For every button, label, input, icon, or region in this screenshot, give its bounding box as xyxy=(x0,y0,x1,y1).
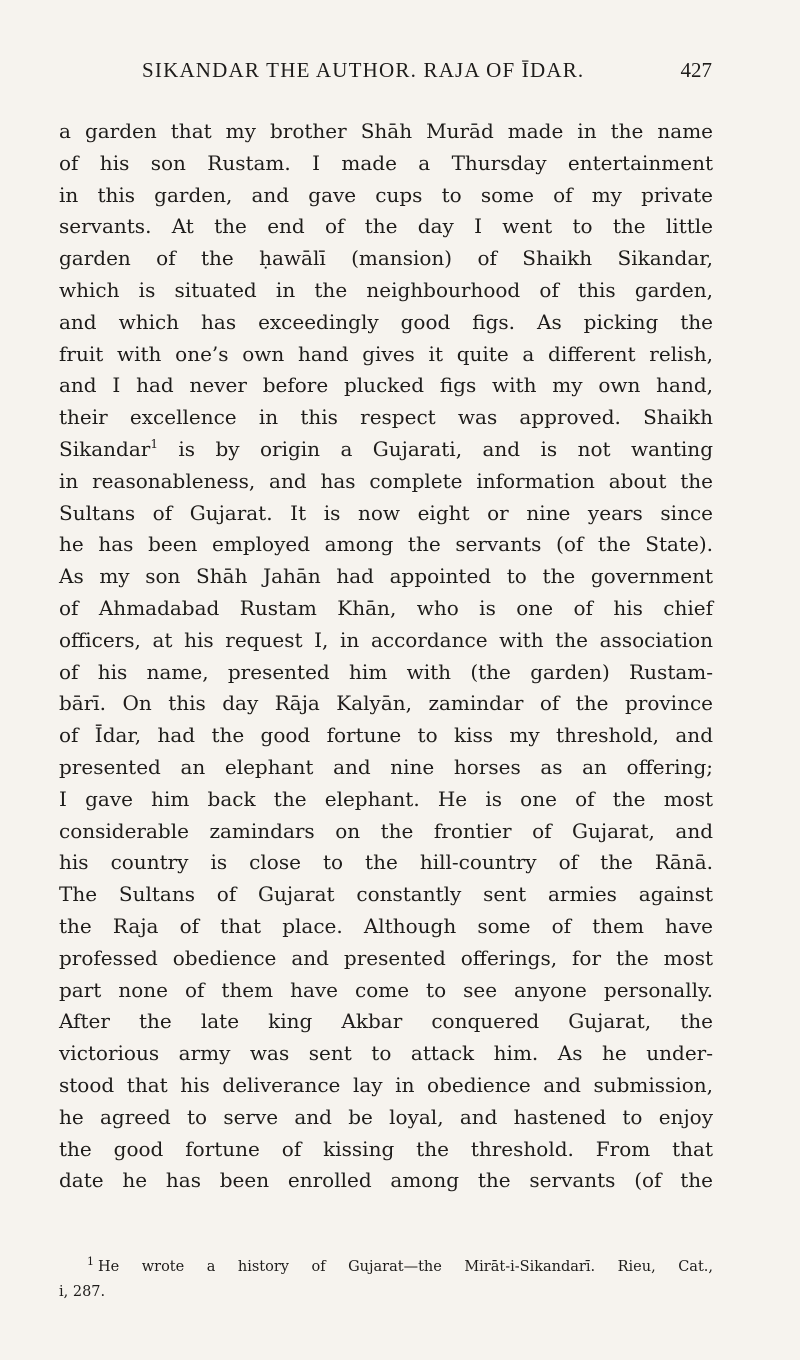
footnote xyxy=(59,1255,713,1305)
text-line: presented an elephant and nine horses as an offering; xyxy=(59,754,713,779)
text-line: considerable zamindars on the frontier of Gujarat, and xyxy=(59,818,713,843)
footnote-number: 1 xyxy=(87,1255,94,1268)
text-line: After the late king Akbar conquered Gujarat, the xyxy=(59,1009,713,1034)
text-line: stood that his deliverance lay in obedience and submission, xyxy=(59,1072,713,1097)
text-line: of his name, presented him with (the garden) Rustam- xyxy=(59,659,713,684)
footnote-marker: 1 xyxy=(150,436,158,451)
text-line: servants. At the end of the day I went to the little xyxy=(59,214,713,239)
text-line: of Ahmadabad Rustam Khān, who is one of his chief xyxy=(59,595,713,620)
text-line: which is situated in the neighbourhood of this garden, xyxy=(59,277,713,302)
text-line: in reasonableness, and has complete information about the xyxy=(59,468,713,493)
footnote-line: i, 287. xyxy=(59,1284,106,1300)
footnote-text: He wrote a history of Gujarat—the Mirāt-i-Sikandarī. Rieu, Cat., xyxy=(98,1259,713,1275)
page-number: 427 xyxy=(680,58,712,82)
text-line: bārī. On this day Rāja Kalyān, zamindar of the province xyxy=(59,691,713,716)
text-line: victorious army was sent to attack him. As he under- xyxy=(59,1041,713,1066)
text-line: in this garden, and gave cups to some of my private xyxy=(59,182,713,207)
body-text xyxy=(59,116,713,1197)
text-line-rest: is by origin a Gujarati, and is not wanting xyxy=(157,436,713,461)
text-line: Sultans of Gujarat. It is now eight or nine years since xyxy=(59,500,713,525)
text-line: of Īdar, had the good fortune to kiss my threshold, and xyxy=(59,723,713,748)
running-head xyxy=(142,58,712,88)
text-line-with-footnote xyxy=(59,434,713,466)
text-line: professed obedience and presented offerings, for the most xyxy=(59,945,713,970)
text-line: and I had never before plucked figs with my own hand, xyxy=(59,373,713,398)
running-head-title: SIKANDAR THE AUTHOR. RAJA OF ĪDAR. xyxy=(142,58,585,82)
text-line: and which has exceedingly good figs. As picking the xyxy=(59,309,713,334)
text-line-start: Sikandar xyxy=(59,436,151,461)
text-line: I gave him back the elephant. He is one of the most xyxy=(59,786,713,811)
text-line: the Raja of that place. Although some of them have xyxy=(59,913,713,938)
text-line: As my son Shāh Jahān had appointed to the government xyxy=(59,564,713,589)
text-line: fruit with one’s own hand gives it quite a different relish, xyxy=(59,341,713,366)
text-line: he agreed to serve and be loyal, and hastened to enjoy xyxy=(59,1104,713,1129)
text-line: date he has been enrolled among the servants (of the xyxy=(59,1168,713,1193)
text-line: the good fortune of kissing the threshold. From that xyxy=(59,1136,713,1161)
footnote-line xyxy=(59,1255,713,1280)
text-line: of his son Rustam. I made a Thursday entertainment xyxy=(59,150,713,175)
text-line: he has been employed among the servants (of the State). xyxy=(59,532,713,557)
text-line: garden of the ḥawālī (mansion) of Shaikh Sikandar, xyxy=(59,246,713,271)
text-line: his country is close to the hill-country of the Rānā. xyxy=(59,850,713,875)
text-line: part none of them have come to see anyone personally. xyxy=(59,977,713,1002)
text-line: a garden that my brother Shāh Murād made in the name xyxy=(59,119,713,143)
text-line: their excellence in this respect was approved. Shaikh xyxy=(59,405,713,430)
text-line: officers, at his request I, in accordance with the association xyxy=(59,627,713,652)
text-line: The Sultans of Gujarat constantly sent armies against xyxy=(59,882,713,907)
